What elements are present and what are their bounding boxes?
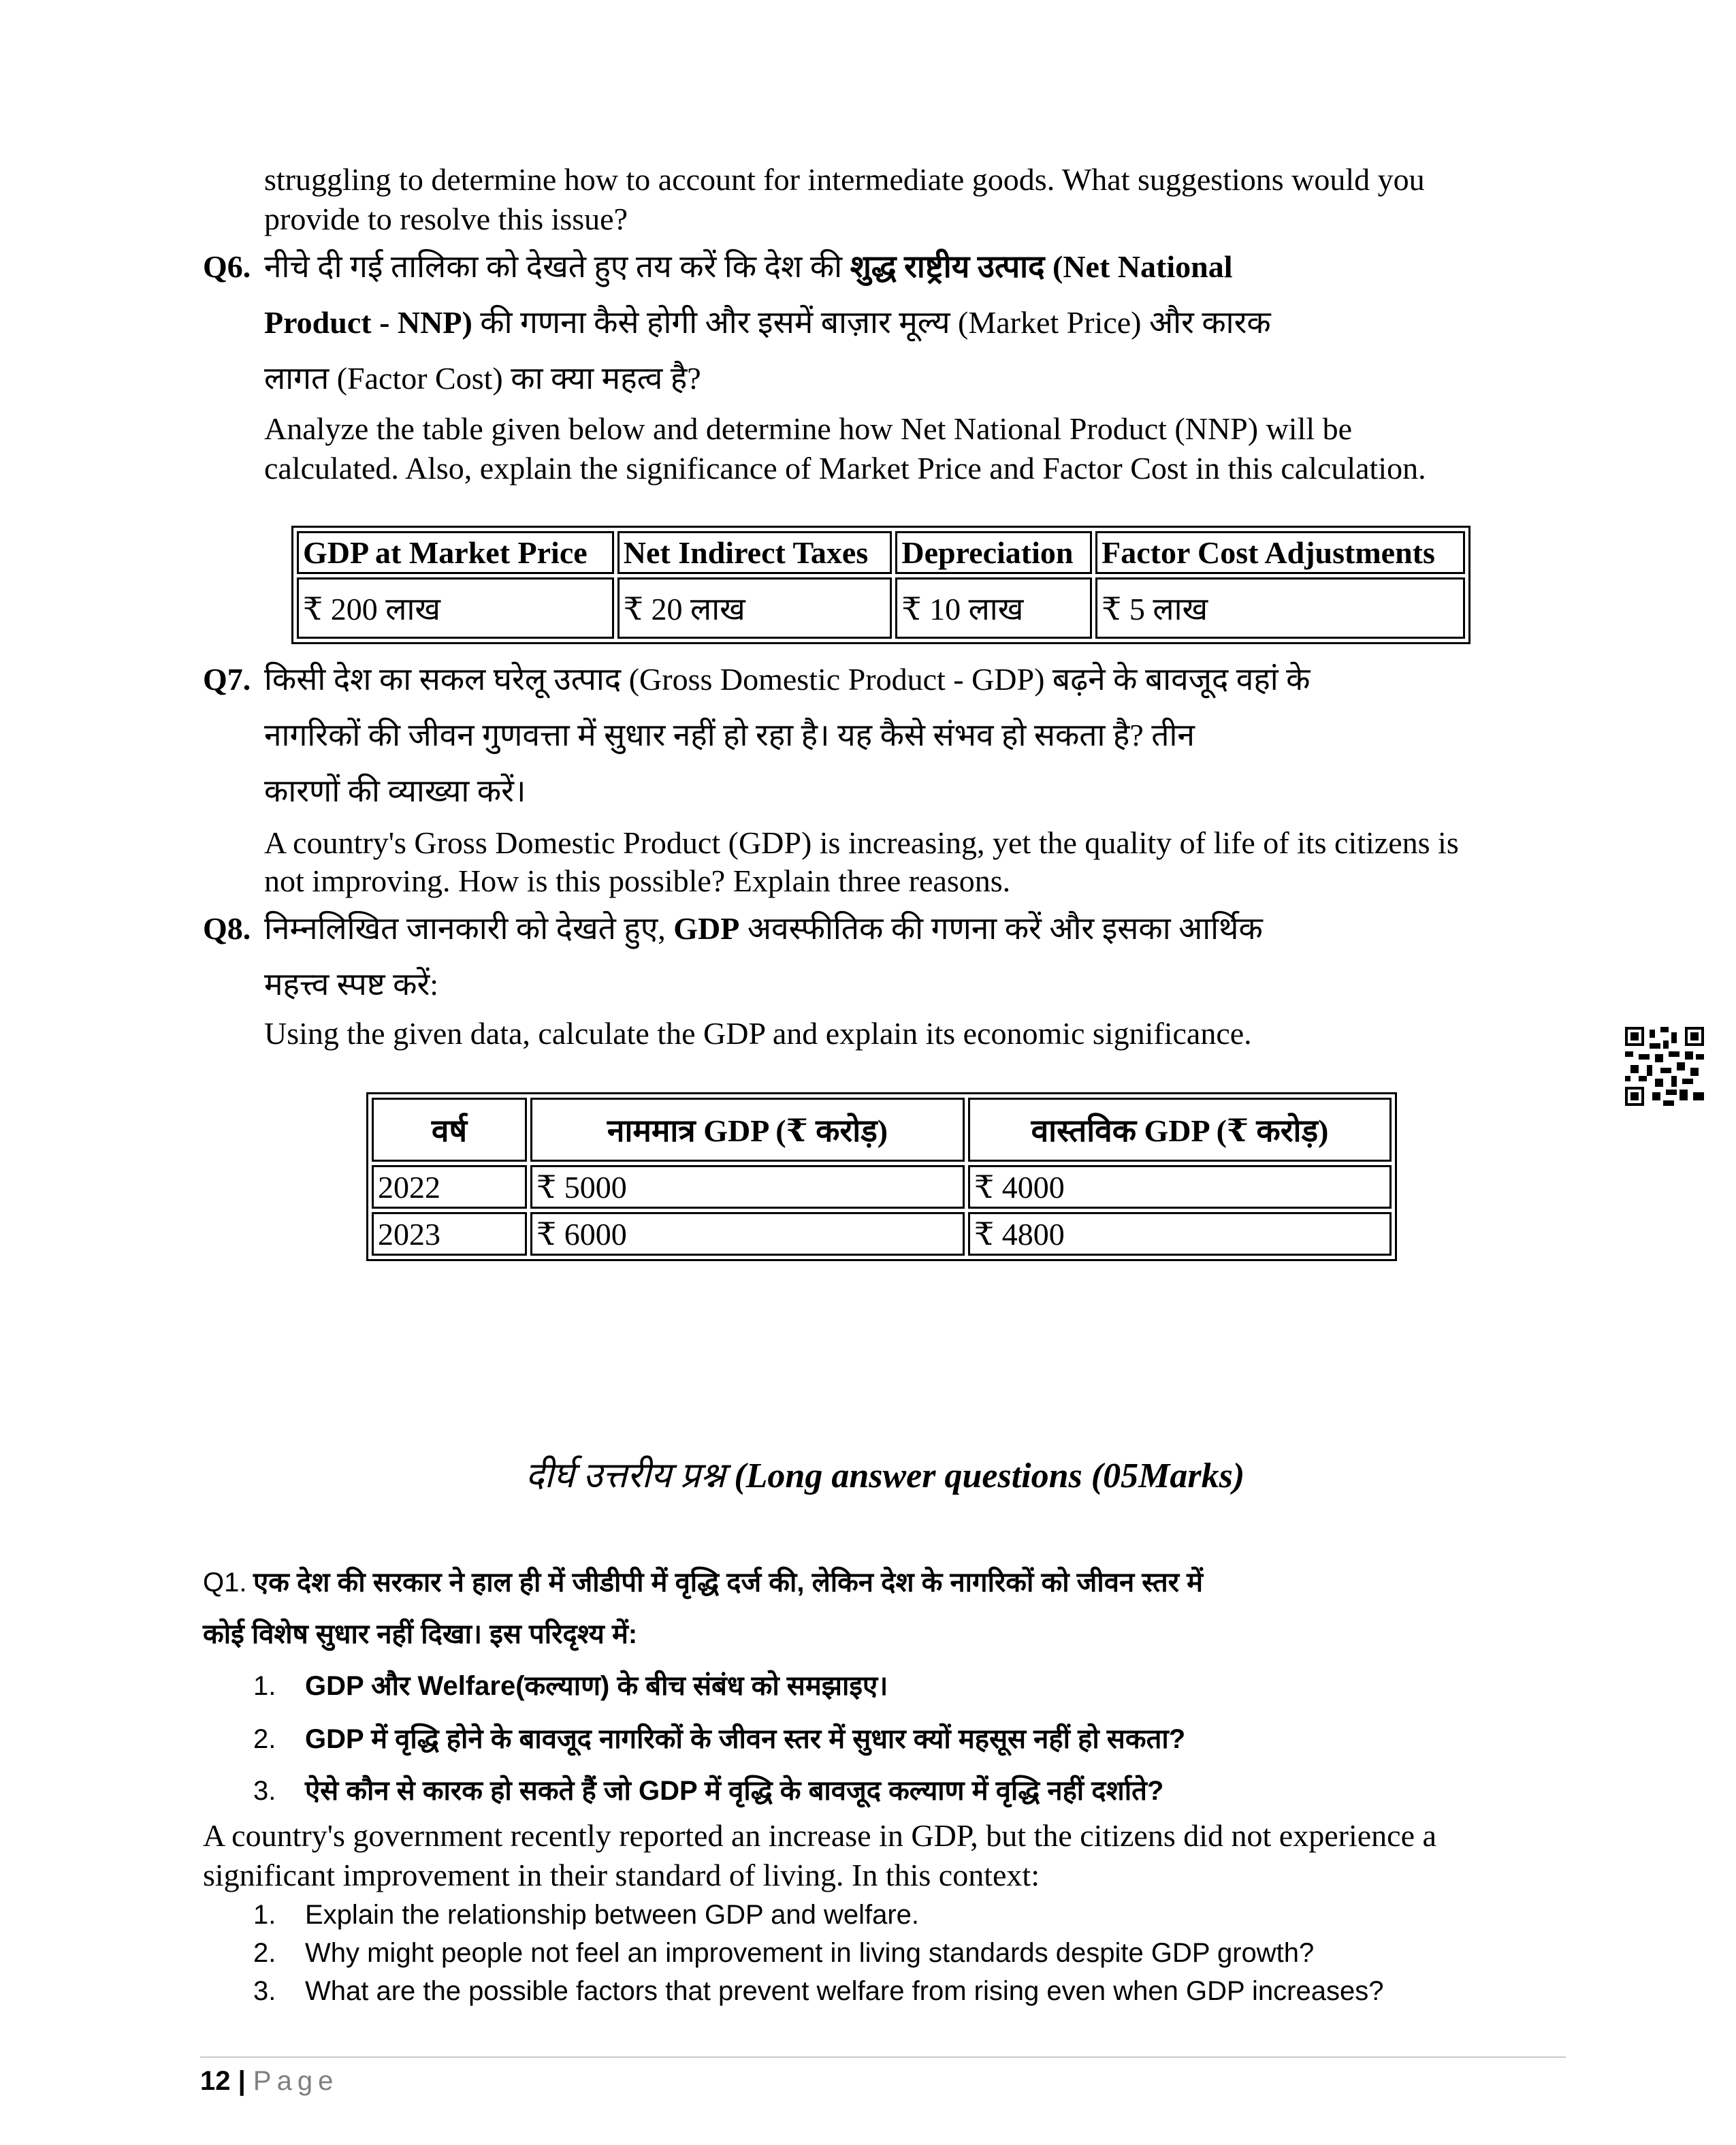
table-cell: ₹ 10 लाख: [895, 577, 1092, 639]
table-header-row: [372, 1098, 1392, 1162]
list-item: Explain the relationship between GDP and welfare.: [305, 1900, 920, 1930]
table-row: [372, 1212, 1392, 1256]
q6-english-line: Analyze the table given below and determine how Net National Product (NNP) will be: [264, 411, 1353, 446]
list-marker: 2.: [253, 1938, 276, 1968]
q7-hindi-line: कारणों की व्याख्या करें।: [264, 774, 526, 808]
text: अवस्फीतिक की गणना करें और इसका आर्थिक: [739, 911, 1263, 946]
table-header: वर्ष: [372, 1098, 527, 1162]
table-cell: 2023: [372, 1212, 527, 1256]
q7-hindi-line: नागरिकों की जीवन गुणवत्ता में सुधार नहीं हो रहा है। यह कैसे संभव हो सकता है? तीन: [264, 718, 1195, 752]
table-cell: ₹ 6000: [530, 1212, 965, 1256]
q5-text-line: struggling to determine how to account for intermediate goods. What suggestions would you: [264, 162, 1425, 197]
page-label: Page: [253, 2066, 339, 2096]
lq1-english-line: significant improvement in their standard of living. In this context:: [203, 1858, 1040, 1892]
table-header: GDP at Market Price: [297, 531, 614, 574]
list-marker: 3.: [253, 1776, 276, 1806]
table-row: [372, 1165, 1392, 1209]
list-item: [253, 1772, 276, 1810]
table-cell: ₹ 20 लाख: [617, 577, 893, 639]
text: की गणना कैसे होगी और इसमें बाज़ार मूल्य (Market Price) और कारक: [472, 305, 1271, 340]
table-cell: ₹ 5000: [530, 1165, 965, 1209]
section-heading-hindi: दीर्घ उत्तरीय प्रश्न: [525, 1457, 735, 1495]
lq1-hindi-line: कोई विशेष सुधार नहीं दिखा। इस परिदृश्य में:: [203, 1619, 638, 1649]
footer-divider: [200, 2056, 1566, 2058]
list-marker: 1.: [253, 1671, 276, 1701]
question-number: Q7.: [203, 662, 251, 697]
table-header: Net Indirect Taxes: [617, 531, 893, 574]
lq1-hindi-line: एक देश की सरकार ने हाल ही में जीडीपी में वृद्धि दर्ज की, लेकिन देश के नागरिकों को जीवन स्तर में: [253, 1568, 1204, 1598]
table-cell: ₹ 200 लाख: [297, 577, 614, 639]
table-header-row: [297, 531, 1465, 574]
list-item: ऐसे कौन से कारक हो सकते हैं जो GDP में वृद्धि के बावजूद कल्याण में वृद्धि नहीं दर्शाते?: [305, 1776, 1164, 1806]
list-item: GDP और Welfare(कल्याण) के बीच संबंध को समझाइए।: [305, 1671, 888, 1701]
table-header: वास्तविक GDP (₹ करोड़): [968, 1098, 1392, 1162]
bold-text: शुद्ध राष्ट्रीय उत्पाद (Net National: [850, 249, 1233, 284]
q8-english-line: Using the given data, calculate the GDP and explain its economic significance.: [264, 1016, 1252, 1051]
question-number: Q1.: [203, 1568, 247, 1598]
q6-hindi-line: [264, 304, 1271, 342]
q8-hindi-line: [264, 910, 1263, 948]
lq1-english-line: A country's government recently reported an increase in GDP, but the citizens did not experience a: [203, 1818, 1436, 1853]
table-row: [297, 577, 1465, 639]
table-header: Depreciation: [895, 531, 1092, 574]
list-item: [253, 1720, 276, 1758]
text: नीचे दी गई तालिका को देखते हुए तय करें कि देश की: [264, 249, 850, 284]
q7-hindi-line: किसी देश का सकल घरेलू उत्पाद (Gross Domestic Product - GDP) बढ़ने के बावजूद वहां के: [264, 662, 1311, 697]
table-cell: 2022: [372, 1165, 527, 1209]
bold-text: Product - NNP): [264, 305, 472, 340]
section-heading-english: (Long answer questions (05Marks): [734, 1457, 1245, 1495]
gdp-table: [366, 1092, 1397, 1261]
list-marker: 3.: [253, 1976, 276, 2006]
table-header: नाममात्र GDP (₹ करोड़): [530, 1098, 965, 1162]
bold-text: GDP: [673, 911, 740, 946]
q6-english-line: calculated. Also, explain the significance of Market Price and Factor Cost in this calculation.: [264, 451, 1426, 486]
page-number: 12: [200, 2066, 231, 2096]
section-heading: [0, 1455, 1736, 1498]
table-cell: ₹ 4000: [968, 1165, 1392, 1209]
q8-hindi-line: महत्त्व स्पष्ट करें:: [264, 967, 439, 1002]
page-footer: [200, 2063, 338, 2099]
table-header: Factor Cost Adjustments: [1095, 531, 1465, 574]
q5-text-line: provide to resolve this issue?: [264, 202, 628, 236]
list-item: What are the possible factors that prevent welfare from rising even when GDP increases?: [305, 1976, 1384, 2006]
list-item: [253, 1667, 276, 1705]
list-marker: 1.: [253, 1900, 276, 1930]
list-item: Why might people not feel an improvement in living standards despite GDP growth?: [305, 1938, 1315, 1968]
list-item: GDP में वृद्धि होने के बावजूद नागरिकों के जीवन स्तर में सुधार क्यों महसूस नहीं हो सकता?: [305, 1724, 1186, 1754]
question-number: Q6.: [203, 249, 251, 284]
q7-english-line: A country's Gross Domestic Product (GDP) is increasing, yet the quality of life of its citizens is: [264, 825, 1459, 860]
table-cell: ₹ 4800: [968, 1212, 1392, 1256]
qr-code-icon: [1624, 1027, 1705, 1106]
q6-hindi-line: [264, 248, 1232, 286]
nnp-table: [291, 526, 1470, 644]
q7-english-line: not improving. How is this possible? Explain three reasons.: [264, 863, 1011, 898]
list-marker: 2.: [253, 1724, 276, 1754]
q6-hindi-line: लागत (Factor Cost) का क्या महत्व है?: [264, 361, 701, 396]
question-number: Q8.: [203, 911, 251, 946]
text: निम्नलिखित जानकारी को देखते हुए,: [264, 911, 674, 946]
table-cell: ₹ 5 लाख: [1095, 577, 1465, 639]
footer-separator: |: [230, 2066, 253, 2096]
